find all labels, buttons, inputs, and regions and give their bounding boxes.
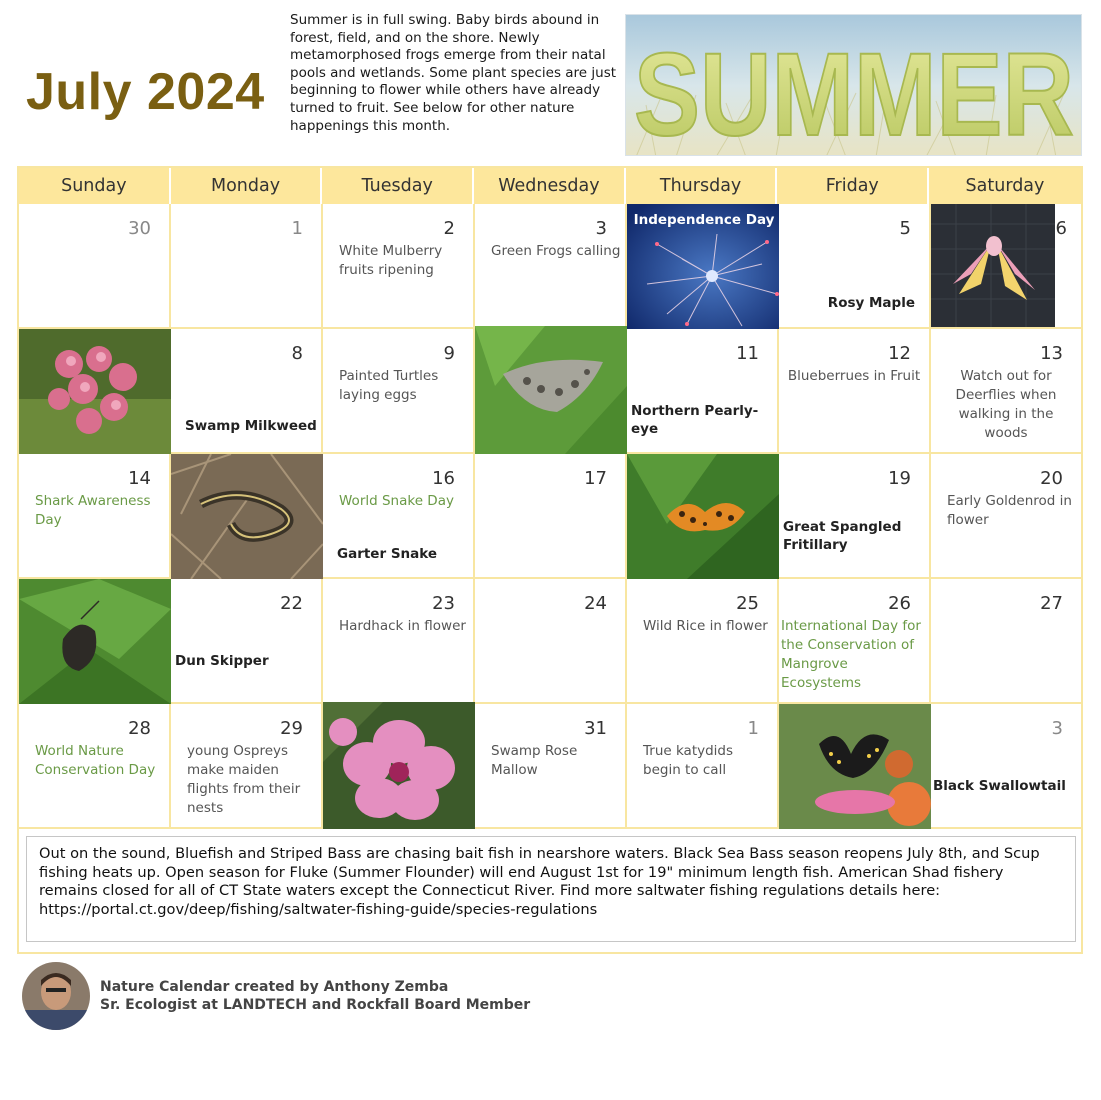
fritillary-butterfly-photo: [627, 454, 779, 579]
author-line-1: Nature Calendar created by Anthony Zemba: [100, 979, 449, 995]
swamp-milkweed-photo: [19, 329, 171, 454]
day-cell: [171, 579, 323, 704]
weekday-friday: Friday: [777, 168, 929, 204]
day-cell: [323, 579, 475, 704]
day-cell: [779, 454, 931, 579]
day-cell: [323, 204, 475, 329]
day-cell: [171, 704, 323, 829]
day-cell: [323, 329, 475, 454]
summer-banner: [625, 14, 1082, 156]
day-number: 27: [1040, 593, 1063, 614]
weekday-sunday: Sunday: [19, 168, 171, 204]
day-number: 26: [888, 593, 911, 614]
day-number: 5: [899, 218, 911, 239]
dun-skipper-photo: [19, 579, 171, 704]
day-number: 29: [280, 718, 303, 739]
weekday-thursday: Thursday: [626, 168, 778, 204]
day-cell: [323, 454, 475, 579]
day-note: Black Swallowtail: [933, 778, 1066, 794]
day-number: 23: [432, 593, 455, 614]
observance-note: International Day for the Conservation of Mangrove Ecosystems: [781, 618, 921, 691]
author-line-2: Sr. Ecologist at LANDTECH and Rockfall Board Member: [100, 997, 531, 1013]
day-note: Swamp Rose Mallow: [491, 743, 578, 778]
day-note: Independence Day: [633, 212, 775, 228]
observance-note: Shark Awareness Day: [35, 493, 151, 528]
day-number: 24: [584, 593, 607, 614]
day-cell: [931, 454, 1083, 579]
day-note: Green Frogs calling: [491, 243, 621, 259]
day-note: Rosy Maple: [827, 295, 915, 311]
garter-snake-photo: [171, 454, 323, 579]
day-cell: [19, 454, 171, 579]
banner-word: SUMMER: [634, 29, 1074, 156]
day-number: 14: [128, 468, 151, 489]
day-number: 17: [584, 468, 607, 489]
day-number: 8: [291, 343, 303, 364]
day-cell: [475, 704, 627, 829]
day-cell: [475, 454, 627, 579]
day-cell: [19, 704, 171, 829]
day-note: Painted Turtles laying eggs: [339, 368, 439, 403]
day-note: Hardhack in flower: [339, 618, 466, 634]
day-note: Wild Rice in flower: [643, 618, 768, 634]
day-note: Northern Pearly-eye: [631, 403, 759, 437]
day-cell: [627, 704, 779, 829]
day-note: Dun Skipper: [175, 653, 269, 669]
weekday-wednesday: Wednesday: [474, 168, 626, 204]
weekday-saturday: Saturday: [929, 168, 1081, 204]
day-number: 12: [888, 343, 911, 364]
day-note: Early Goldenrod in flower: [947, 493, 1072, 528]
day-note: Blueberrues in Fruit: [787, 368, 921, 384]
swamp-rose-mallow-photo: [323, 702, 475, 829]
day-number: 11: [736, 343, 759, 364]
rosy-maple-moth-photo: [931, 204, 1055, 327]
day-note: True katydids begin to call: [643, 743, 734, 778]
author-avatar: [22, 962, 90, 1030]
weekday-header: [19, 168, 1081, 204]
day-cell: [779, 579, 931, 704]
day-cell: [779, 329, 931, 454]
day-number: 3: [1051, 718, 1063, 739]
day-number: 2: [443, 218, 455, 239]
day-cell: [475, 579, 627, 704]
page-title: July 2024: [26, 63, 265, 121]
day-number: 20: [1040, 468, 1063, 489]
day-cell: [475, 204, 627, 329]
day-number: 1: [747, 718, 759, 739]
intro-paragraph: Summer is in full swing. Baby birds abound in forest, field, and on the shore. Newly metamorphosed frogs emerge from their natal pools and wetlands. Some plant species are just beginning to flower while others have already turned to fruit. See below for other nature happenings this month.: [290, 12, 617, 134]
day-cell: [931, 579, 1083, 704]
day-number: 1: [291, 218, 303, 239]
day-note: young Ospreys make maiden flights from their nests: [187, 743, 301, 816]
fireworks-photo: [627, 204, 781, 331]
day-number: 16: [432, 468, 455, 489]
day-number: 3: [595, 218, 607, 239]
day-note: Garter Snake: [337, 546, 438, 562]
day-number: 30: [128, 218, 151, 239]
day-number: 28: [128, 718, 151, 739]
observance-note: World Nature Conservation Day: [35, 743, 156, 778]
day-note: Great Spangled Fritillary: [783, 519, 902, 553]
day-note: Swamp Milkweed: [185, 418, 317, 434]
weekday-tuesday: Tuesday: [322, 168, 474, 204]
day-number: 13: [1040, 343, 1063, 364]
day-cell: [171, 329, 323, 454]
day-note: White Mulberry fruits ripening: [339, 243, 443, 278]
calendar-grid: [17, 166, 1083, 954]
day-cell: [931, 704, 1083, 829]
fishing-note: Out on the sound, Bluefish and Striped Bass are chasing bait fish in nearshore waters. Black Sea Bass season reopens July 8th, and Scup fishing heats up. Open season for Fluke (Summer Flounder) will end August 1st for 19" minimum length fish. American Shad fishery remains closed for all of CT State waters except the Connecticut River. Find more saltwater fishing regulations details here: https://portal.ct.gov/deep/fishing/saltwater-fishing-guide/species-regulations: [26, 836, 1076, 942]
day-cell: [19, 204, 171, 329]
day-number: 19: [888, 468, 911, 489]
pearly-eye-butterfly-photo: [475, 326, 627, 454]
day-cell: [931, 204, 1083, 329]
day-cell: [931, 329, 1083, 454]
day-note: Watch out for Deerflies when walking in the woods: [955, 368, 1057, 441]
day-number: 6: [1055, 218, 1067, 239]
observance-note: World Snake Day: [339, 493, 454, 509]
day-number: 9: [443, 343, 455, 364]
day-cell: [627, 579, 779, 704]
day-number: 22: [280, 593, 303, 614]
day-number: 25: [736, 593, 759, 614]
day-cell: [779, 204, 931, 329]
day-cell: [627, 329, 779, 454]
day-cell: [171, 204, 323, 329]
day-number: 31: [584, 718, 607, 739]
black-swallowtail-photo: [779, 704, 931, 829]
weekday-monday: Monday: [171, 168, 323, 204]
author-credit: [22, 962, 530, 1030]
